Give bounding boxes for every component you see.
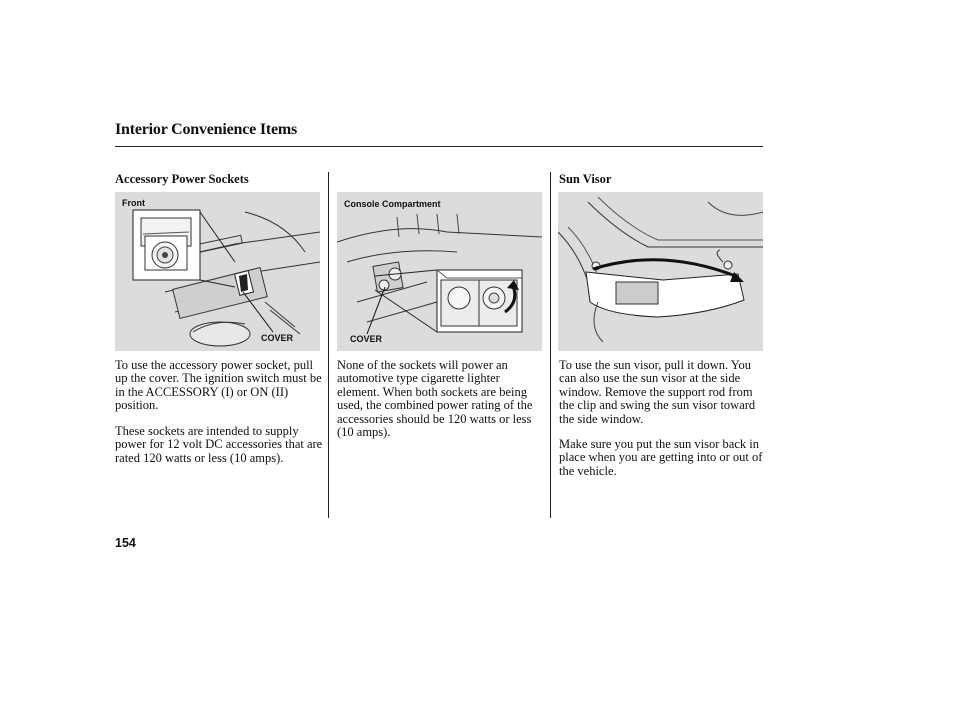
figure-label-cover: COVER (350, 334, 383, 344)
column-divider-right (550, 172, 551, 518)
power-socket-paragraph-2: These sockets are intended to supply power for 12 volt DC accessories that are rated 120 watts or less (10 amps). (115, 424, 323, 465)
console-compartment-drawing (337, 192, 542, 351)
page-title: Interior Convenience Items (115, 121, 298, 138)
power-socket-illustration (115, 192, 320, 351)
figure-label-front: Front (122, 198, 145, 208)
console-paragraph-1: None of the sockets will power an automotive type cigarette lighter element. When both sockets are being used, the combined power rating of the accessories should be 120 watts or less (10 amps). (337, 358, 533, 440)
section-heading-sun-visor: Sun Visor (559, 172, 612, 186)
title-rule (115, 146, 763, 147)
sun-visor-paragraph-1: To use the sun visor, pull it down. You can also use the sun visor at the side window. Remove the support rod from the clip and swing the sun visor toward the side window. (559, 358, 756, 426)
page-number: 154 (115, 536, 136, 550)
section-heading-power-sockets: Accessory Power Sockets (115, 172, 249, 186)
figure-label-console-compartment: Console Compartment (344, 199, 441, 209)
sun-visor-paragraph-2: Make sure you put the sun visor back in place when you are getting into or out of the vehicle. (559, 437, 763, 478)
power-socket-paragraph-1: To use the accessory power socket, pull up the cover. The ignition switch must be in the ACCESSORY (I) or ON (II) position. (115, 358, 322, 413)
console-compartment-illustration (337, 192, 542, 351)
power-socket-drawing (115, 192, 320, 351)
sun-visor-drawing (558, 192, 763, 351)
column-divider-left (328, 172, 329, 518)
figure-label-cover: COVER (261, 333, 294, 343)
sun-visor-illustration (558, 192, 763, 351)
